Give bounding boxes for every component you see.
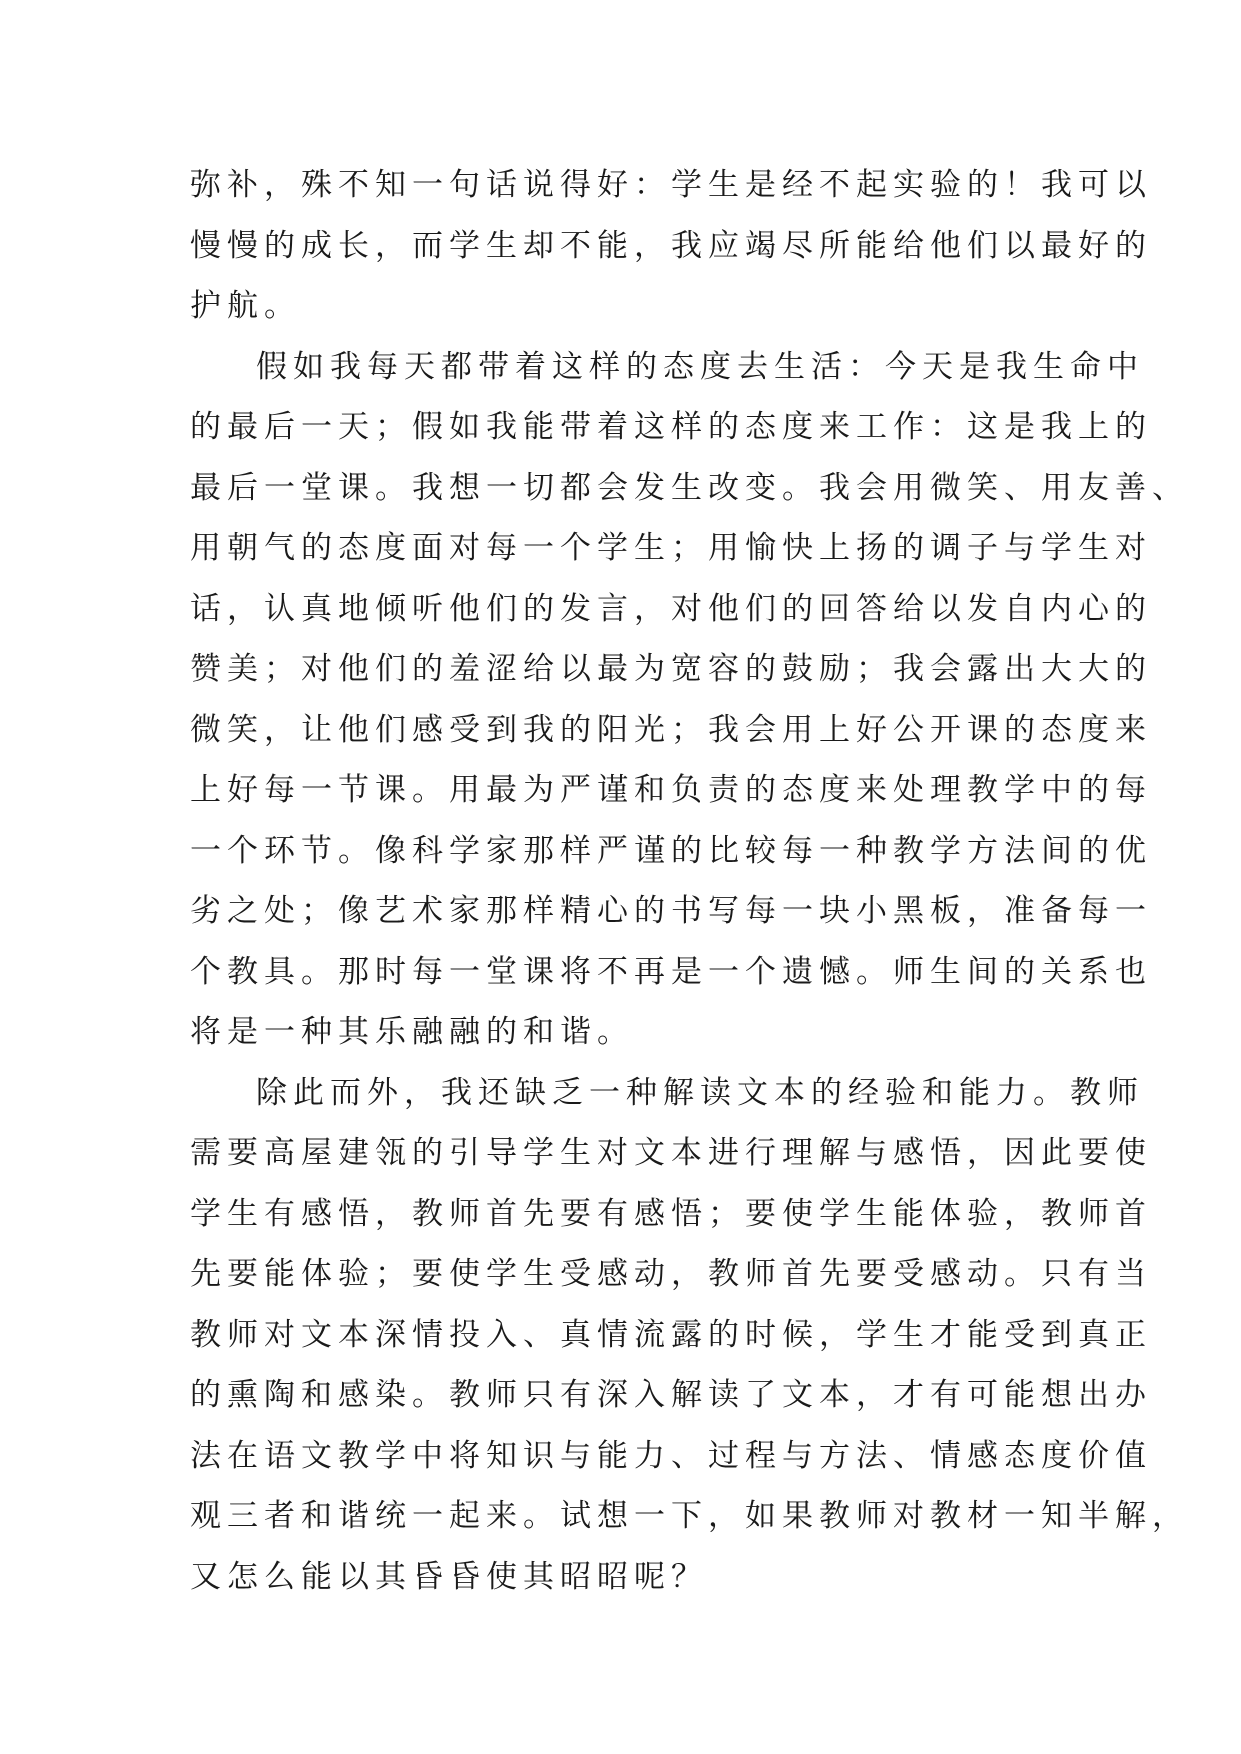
text-line: 劣之处；像艺术家那样精心的书写每一块小黑板，准备每一 bbox=[190, 893, 1152, 929]
text-line: 学生有感悟，教师首先要有感悟；要使学生能体验，教师首 bbox=[190, 1195, 1152, 1232]
text-line: 上好每一节课。用最为严谨和负责的态度来处理教学中的每 bbox=[190, 772, 1152, 808]
text-line: 慢慢的成长，而学生却不能，我应竭尽所能给他们以最好的 bbox=[190, 227, 1152, 264]
text-line: 法在语文教学中将知识与能力、过程与方法、情感态度价值 bbox=[190, 1437, 1152, 1474]
paragraph-3 bbox=[190, 1063, 1189, 1608]
text-line: 一个环节。像科学家那样严谨的比较每一种教学方法间的优 bbox=[190, 832, 1152, 869]
text-line: 先要能体验；要使学生受感动，教师首先要受感动。只有当 bbox=[190, 1256, 1152, 1292]
text-line: 赞美；对他们的羞涩给以最为宽容的鼓励；我会露出大大的 bbox=[190, 651, 1152, 687]
text-line: 个教具。那时每一堂课将不再是一个遗憾。师生间的关系也 bbox=[190, 953, 1152, 990]
text-line: 假如我每天都带着这样的态度去生活：今天是我生命中 bbox=[256, 348, 1144, 385]
text-line: 用朝气的态度面对每一个学生；用愉快上扬的调子与学生对 bbox=[190, 530, 1152, 566]
text-line: 需要高屋建瓴的引导学生对文本进行理解与感悟，因此要使 bbox=[190, 1135, 1152, 1171]
text-line: 护航。 bbox=[190, 288, 301, 324]
text-line: 弥补，殊不知一句话说得好：学生是经不起实验的！我可以 bbox=[190, 167, 1152, 203]
text-line: 观三者和谐统一起来。试想一下，如果教师对教材一知半解， bbox=[190, 1498, 1189, 1534]
text-line: 将是一种其乐融融的和谐。 bbox=[190, 1014, 634, 1050]
text-line: 最后一堂课。我想一切都会发生改变。我会用微笑、用友善、 bbox=[190, 469, 1189, 506]
document-body bbox=[190, 155, 1189, 1607]
text-line: 的熏陶和感染。教师只有深入解读了文本，才有可能想出办 bbox=[190, 1377, 1152, 1413]
text-line: 又怎么能以其昏昏使其昭昭呢？ bbox=[190, 1558, 708, 1595]
text-line: 话，认真地倾听他们的发言，对他们的回答给以发自内心的 bbox=[190, 590, 1152, 627]
text-line: 的最后一天；假如我能带着这样的态度来工作：这是我上的 bbox=[190, 409, 1152, 445]
paragraph-1 bbox=[190, 155, 1152, 337]
text-line: 微笑，让他们感受到我的阳光；我会用上好公开课的态度来 bbox=[190, 711, 1152, 748]
text-line: 除此而外，我还缺乏一种解读文本的经验和能力。教师 bbox=[256, 1074, 1144, 1111]
paragraph-2 bbox=[190, 337, 1189, 1063]
text-line: 教师对文本深情投入、真情流露的时候，学生才能受到真正 bbox=[190, 1316, 1152, 1353]
